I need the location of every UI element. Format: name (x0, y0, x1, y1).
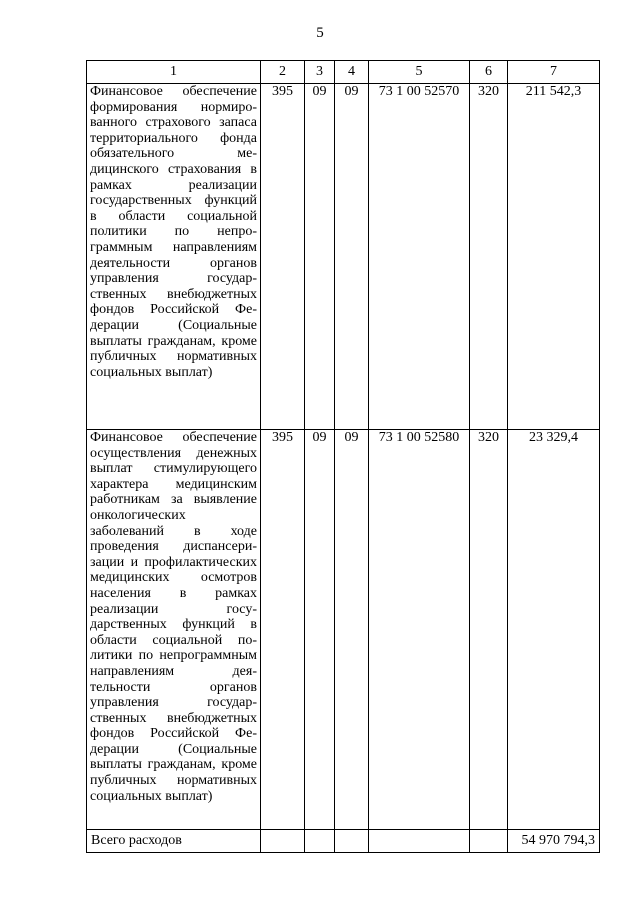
column-header-2: 2 (261, 61, 305, 84)
page-number: 5 (316, 25, 324, 41)
total-label: Всего расходов (87, 830, 261, 853)
row-description: Финансовое обеспечение осуществления денежных выплат стимулирующего характера медицинским работникам за выявление онкологических заболеваний в ходе проведения диспансеризации и профилактических медицинских осмотров населения в рамках реализации государственных функций в области социальной политики по непрограммным направлениям деятельности органов управления государственных внебюджетных фондов Российской Федерации (Социальные выплаты гражданам, кроме публичных нормативных социальных выплат) (87, 430, 261, 830)
row-expense-type: 320 (470, 430, 508, 830)
row-section-code: 09 (305, 84, 335, 430)
row-expense-type: 320 (470, 84, 508, 430)
column-header-1: 1 (87, 61, 261, 84)
row-description: Финансовое обеспечение формирования нормированного страхового запаса территориального фонда обязательного медицинского страхования в рамках реализации государственных функций в области социальной политики по непрограммным направлениям деятельности органов управления государственных внебюджетных фондов Российской Федерации (Социальные выплаты гражданам, кроме публичных нормативных социальных выплат) (87, 84, 261, 430)
empty-cell (305, 830, 335, 853)
expenditure-table (86, 60, 600, 853)
row-subsection-code: 09 (335, 430, 369, 830)
empty-cell (470, 830, 508, 853)
row-amount: 211 542,3 (508, 84, 600, 430)
empty-cell (369, 830, 470, 853)
column-header-5: 5 (369, 61, 470, 84)
total-amount: 54 970 794,3 (508, 830, 600, 853)
row-section-code: 09 (305, 430, 335, 830)
table-row (87, 84, 600, 430)
empty-cell (335, 830, 369, 853)
column-header-6: 6 (470, 61, 508, 84)
column-header-3: 3 (305, 61, 335, 84)
row-ministry-code: 395 (261, 430, 305, 830)
column-header-4: 4 (335, 61, 369, 84)
empty-cell (261, 830, 305, 853)
row-target-article: 73 1 00 52570 (369, 84, 470, 430)
row-target-article: 73 1 00 52580 (369, 430, 470, 830)
row-amount: 23 329,4 (508, 430, 600, 830)
table-header-row (87, 61, 600, 84)
row-subsection-code: 09 (335, 84, 369, 430)
total-row (87, 830, 600, 853)
table-row (87, 430, 600, 830)
row-ministry-code: 395 (261, 84, 305, 430)
column-header-7: 7 (508, 61, 600, 84)
